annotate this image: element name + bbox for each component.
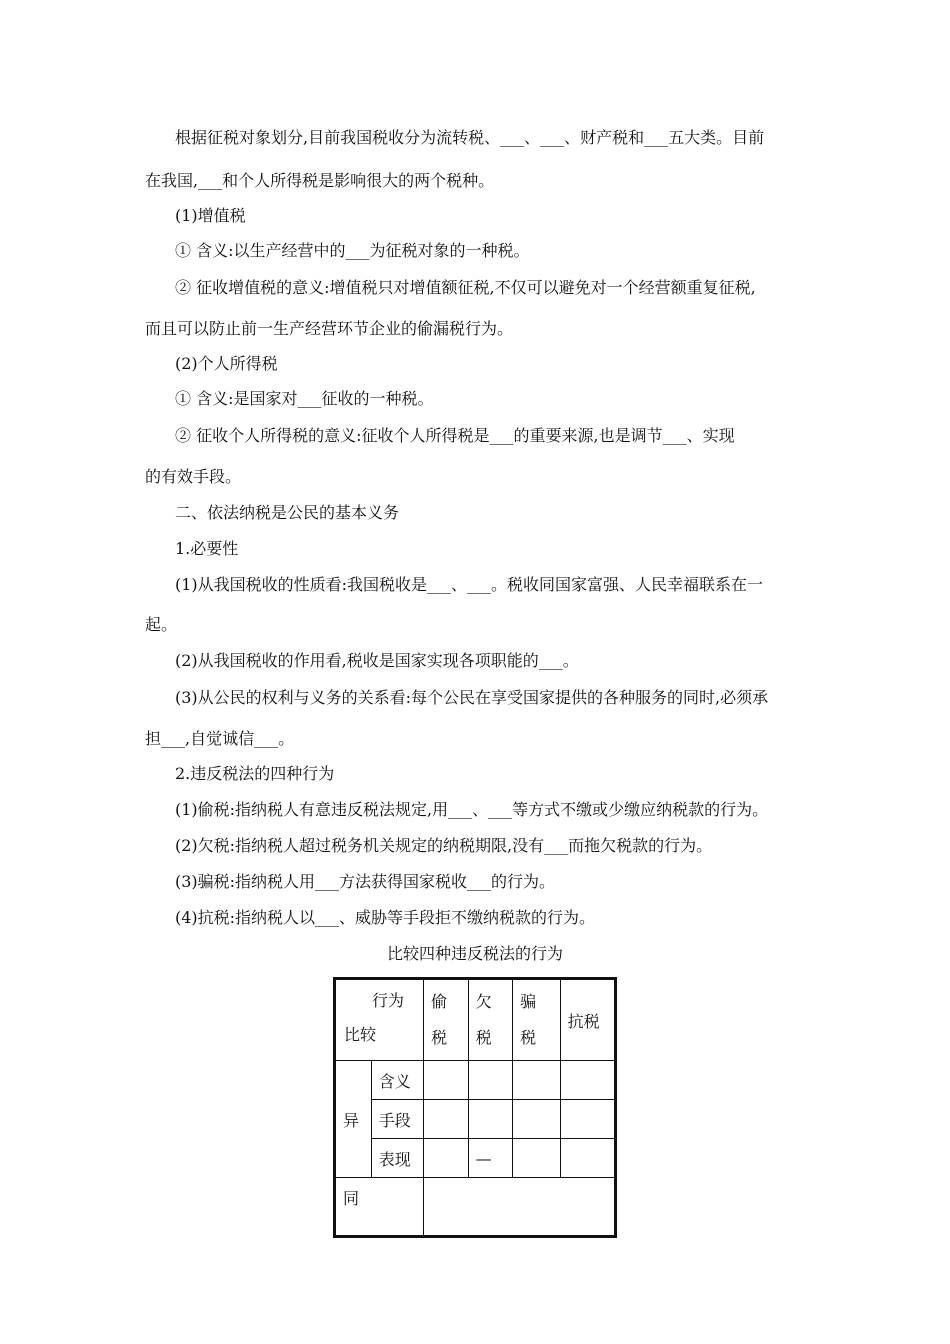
paragraph-line: (3)从公民的权利与义务的关系看:每个公民在享受国家提供的各种服务的同时,必须承 xyxy=(175,688,769,707)
paragraph-line: (2)欠税:指纳税人超过税务机关规定的纳税期限,没有___而拖欠税款的行为。 xyxy=(175,836,713,855)
section-heading: 1.必要性 xyxy=(175,539,239,558)
comparison-table xyxy=(333,977,617,1238)
section-heading: 2.违反税法的四种行为 xyxy=(175,764,335,783)
column-header-tax-resistance: 抗税 xyxy=(560,979,615,1061)
paragraph-line: (2)从我国税收的作用看,税收是国家实现各项职能的___。 xyxy=(175,651,579,670)
paragraph-line: ② 征收增值税的意义:增值税只对增值额征税,不仅可以避免对一个经营额重复征税, xyxy=(175,278,756,297)
row-label-manifestation: 表现 xyxy=(371,1139,423,1178)
paragraph-line: 在我国,___和个人所得税是影响很大的两个税种。 xyxy=(145,171,495,190)
table-cell xyxy=(513,1100,560,1139)
corner-header-behavior: 行为 xyxy=(372,991,405,1010)
paragraph-line: 根据征税对象划分,目前我国税收分为流转税、___、___、财产税和___五大类。目前 xyxy=(175,128,765,147)
column-header-tax-arrears xyxy=(468,979,513,1061)
row-group-difference: 异 xyxy=(335,1061,372,1178)
table-cell xyxy=(468,1100,513,1139)
table-cell xyxy=(513,1139,560,1178)
section-heading: 二、依法纳税是公民的基本义务 xyxy=(175,503,400,522)
header-char: 偷 xyxy=(431,992,448,1011)
table-cell xyxy=(424,1100,469,1139)
table-cell xyxy=(468,1061,513,1100)
row-label-means: 手段 xyxy=(371,1100,423,1139)
header-char: 税 xyxy=(520,1028,537,1047)
row-label-meaning: 含义 xyxy=(371,1061,423,1100)
table-cell xyxy=(424,1061,469,1100)
table-title: 比较四种违反税法的行为 xyxy=(386,944,563,963)
column-header-tax-fraud xyxy=(513,979,560,1061)
table-cell xyxy=(424,1178,616,1237)
header-char: 骗 xyxy=(520,992,537,1011)
paragraph-line: (4)抗税:指纳税人以___、威胁等手段拒不缴纳税款的行为。 xyxy=(175,908,596,927)
header-char: 税 xyxy=(431,1028,448,1047)
paragraph-line: 担___,自觉诚信___。 xyxy=(145,729,295,748)
corner-header-compare: 比较 xyxy=(344,1025,377,1044)
table-cell xyxy=(513,1061,560,1100)
table-corner-cell xyxy=(335,979,424,1061)
paragraph-line: (1)从我国税收的性质看:我国税收是___、___。税收同国家富强、人民幸福联系在一 xyxy=(175,575,764,594)
paragraph-line: (1)偷税:指纳税人有意违反税法规定,用___、___等方式不缴或少缴应纳税款的行为。 xyxy=(175,800,769,819)
paragraph-line: ① 含义:以生产经营中的___为征税对象的一种税。 xyxy=(175,241,530,260)
paragraph-line: ② 征收个人所得税的意义:征收个人所得税是___的重要来源,也是调节___、实现 xyxy=(175,426,735,445)
paragraph-line: 的有效手段。 xyxy=(145,467,242,486)
header-char: 税 xyxy=(475,1028,492,1047)
paragraph-line: ① 含义:是国家对___征收的一种税。 xyxy=(175,389,434,408)
section-heading: (2)个人所得税 xyxy=(175,354,278,373)
header-char: 欠 xyxy=(475,992,492,1011)
paragraph-line: 而且可以防止前一生产经营环节企业的偷漏税行为。 xyxy=(145,319,514,338)
table-cell-dash: — xyxy=(468,1139,513,1178)
table-cell xyxy=(560,1061,615,1100)
column-header-tax-evasion xyxy=(424,979,469,1061)
row-label-same: 同 xyxy=(335,1178,424,1237)
table-cell xyxy=(560,1139,615,1178)
paragraph-line: 起。 xyxy=(145,615,178,634)
paragraph-line: (3)骗税:指纳税人用___方法获得国家税收___的行为。 xyxy=(175,872,556,891)
table-cell xyxy=(560,1100,615,1139)
table-cell xyxy=(424,1139,469,1178)
section-heading: (1)增值税 xyxy=(175,206,246,225)
